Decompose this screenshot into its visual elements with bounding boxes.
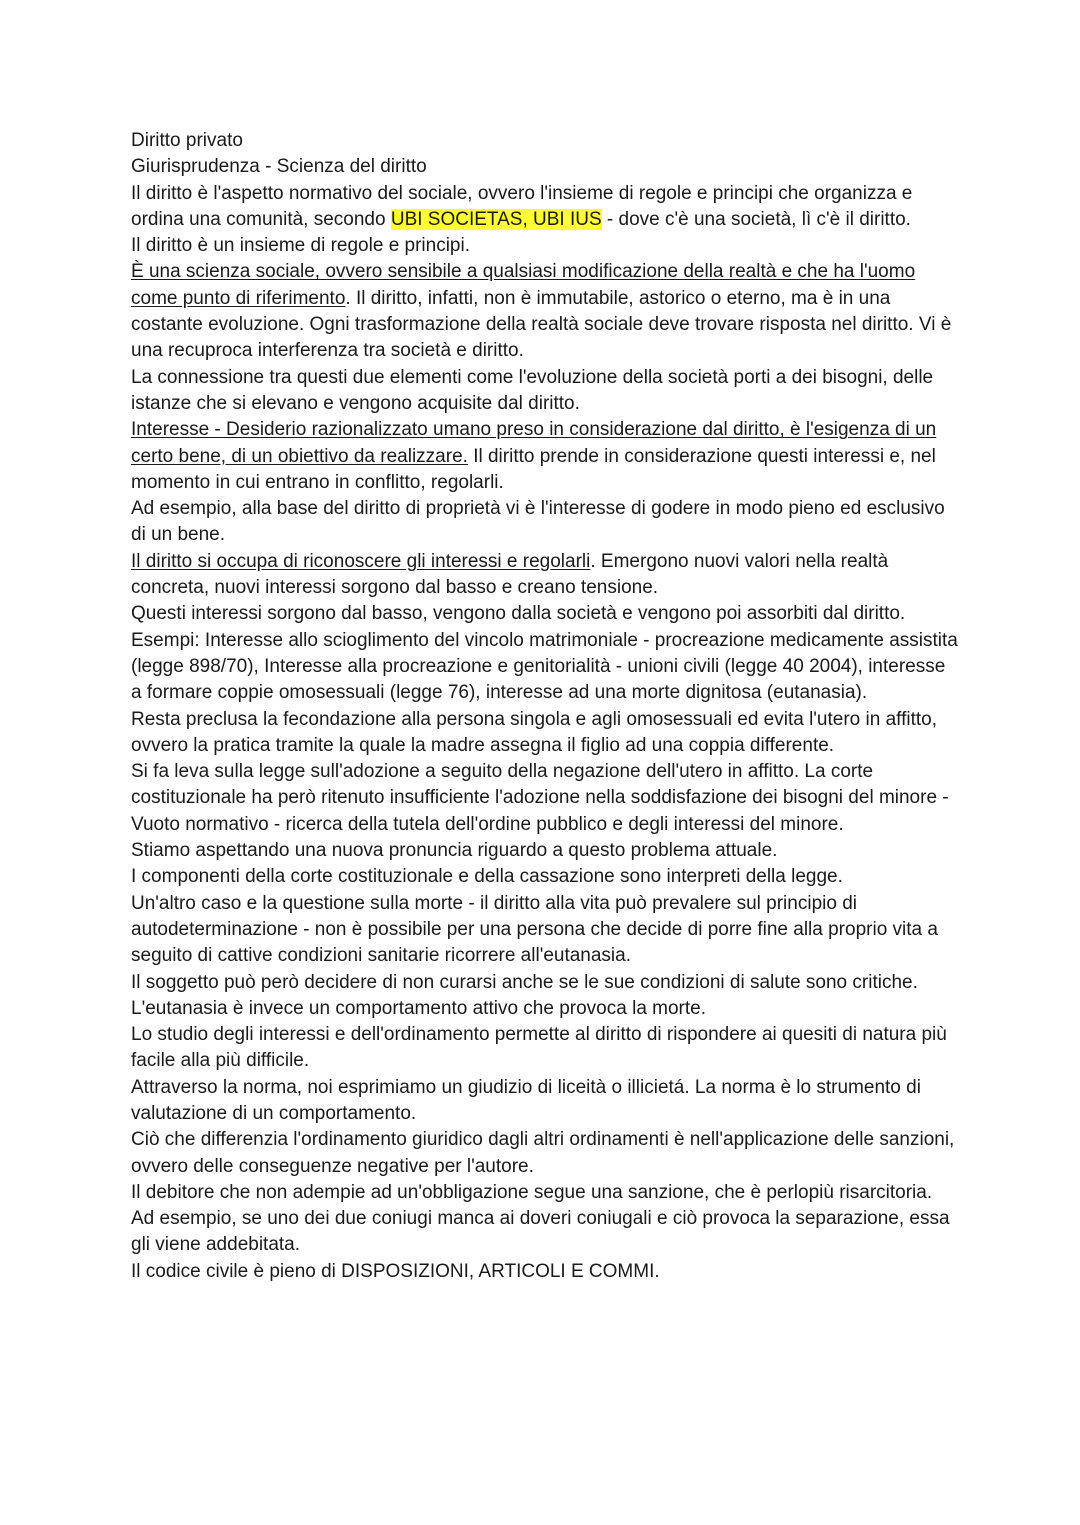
paragraph-coniugi: Ad esempio, se uno dei due coniugi manca ai doveri coniugali e ciò provoca la separazione, essa gli viene addebitata. — [131, 1208, 950, 1256]
underlined-regulate: Il diritto si occupa di riconoscere gli interessi e regolarli — [131, 550, 591, 572]
document-page — [131, 128, 961, 1285]
paragraph-social-science-text: . Il diritto, infatti, non è immutabile, astorico o eterno, ma è in una costante evoluzione. Ogni trasformazione della realtà sociale deve trovare risposta nel diritto. Vi è una recuproca interferenza tra società e diritto. — [131, 287, 952, 362]
paragraph-morte: Un'altro caso e la questione sulla morte - il diritto alla vita può prevalere sul principio di autodeterminazione - non è possibile per una persona che decide di porre fine alla proprio vita a seguito di cattive condizioni sanitarie ricorrere all'eutanasia. — [131, 892, 938, 967]
paragraph-fecondazione: Resta preclusa la fecondazione alla persona singola e agli omosessuali ed evita l'utero in affitto, ovvero la pratica tramite la quale la madre assegna il figlio ad una coppia differente. — [131, 708, 937, 756]
paragraph-definition-text-end: - dove c'è una società, lì c'è il diritto. — [601, 208, 911, 230]
paragraph-regulate — [131, 549, 961, 602]
paragraph-norma: Attraverso la norma, noi esprimiamo un giudizio di liceità o illicietá. La norma è lo strumento di valutazione di un comportamento. — [131, 1076, 921, 1124]
doc-title: Diritto privato — [131, 130, 243, 151]
paragraph-interest — [131, 417, 961, 496]
underlined-interest-definition: Interesse - Desiderio razionalizzato umano preso in considerazione dal diritto, è l'esigenza di un certo bene, di un obiettivo da realizzare. — [131, 419, 937, 467]
paragraph-definition-text: Il diritto è l'aspetto normativo del sociale, ovvero l'insieme di regole e principi che organizza e ordina una comunità, secondo — [131, 182, 913, 230]
paragraph-cure: Il soggetto può però decidere di non curarsi anche se le sue condizioni di salute sono critiche. L'eutanasia è invece un comportamento attivo che provoca la morte. — [131, 971, 918, 1019]
paragraph-studio: Lo studio degli interessi e dell'ordinamento permette al diritto di rispondere ai quesiti di natura più facile alla più difficile. — [131, 1024, 947, 1072]
underlined-social-science: È una scienza sociale, ovvero sensibile a qualsiasi modificazione della realtà e che ha l'uomo come punto di riferimento — [131, 261, 916, 309]
highlighted-maxim: UBI SOCIETAS, UBI IUS — [390, 208, 602, 230]
paragraph-rules: Il diritto è un insieme di regole e principi. — [131, 235, 471, 257]
paragraph-regulate-text: . Emergono nuovi valori nella realtà concreta, nuovi interessi sorgono dal basso e creano tensione. — [131, 550, 889, 599]
paragraph-sanzioni: Ciò che differenzia l'ordinamento giuridico dagli altri ordinamenti è nell'applicazione delle sanzioni, ovvero delle conseguenze negative per l'autore. — [131, 1129, 955, 1177]
paragraph-pronuncia: Stiamo aspettando una nuova pronuncia riguardo a questo problema attuale. — [131, 840, 778, 862]
paragraph-from-below: Questi interessi sorgono dal basso, vengono dalla società e vengono poi assorbiti dal diritto. — [131, 603, 906, 625]
paragraph-property-example: Ad esempio, alla base del diritto di proprietà vi è l'interesse di godere in modo pieno ed esclusivo di un bene. — [131, 498, 945, 546]
paragraph-codice-civile: Il codice civile è pieno di DISPOSIZIONI, ARTICOLI E COMMI. — [131, 1260, 660, 1282]
paragraph-social-science — [131, 259, 961, 364]
paragraph-debitore: Il debitore che non adempie ad un'obbligazione segue una sanzione, che è perlopiù risarcitoria. — [131, 1181, 933, 1203]
paragraph-examples: Esempi: Interesse allo scioglimento del vincolo matrimoniale - procreazione medicamente assistita (legge 898/70), Interesse alla procreazione e genitorialità - unioni civili (legge 40 2004), interesse a formare coppie omosessuali (legge 76), interesse ad una morte dignitosa (eutanasia). — [131, 629, 958, 704]
paragraph-connection: La connessione tra questi due elementi come l'evoluzione della società porti a dei bisogni, delle istanze che si elevano e vengono acquisite dal diritto. — [131, 366, 934, 414]
paragraph-adozione: Si fa leva sulla legge sull'adozione a seguito della negazione dell'utero in affitto. La corte costituzionale ha però ritenuto insufficiente l'adozione nella soddisfazione dei bisogni del minore - Vuoto normativo - ricerca della tutela dell'ordine pubblico e degli interessi del minore. — [131, 761, 949, 835]
paragraph-interest-text: Il diritto prende in considerazione questi interessi e, nel momento in cui entrano in conflitto, regolarli. — [131, 445, 936, 493]
paragraph-interpreti: I componenti della corte costituzionale e della cassazione sono interpreti della legge. — [131, 866, 843, 888]
paragraph-definition — [131, 181, 961, 234]
doc-subtitle: Giurisprudenza - Scienza del diritto — [131, 156, 427, 178]
